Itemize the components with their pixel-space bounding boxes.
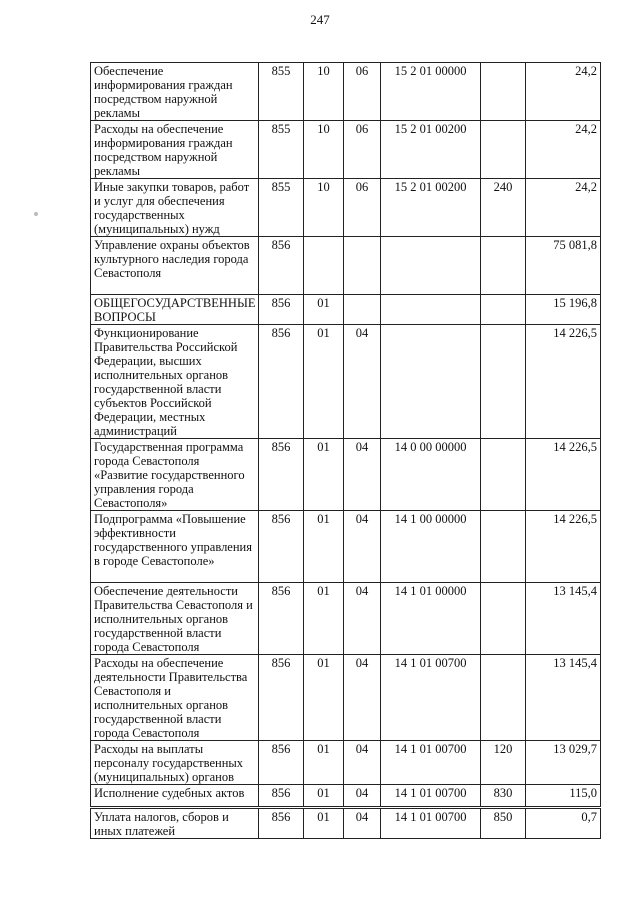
row-vr bbox=[481, 511, 526, 583]
row-csr: 14 1 00 00000 bbox=[381, 511, 481, 583]
row-podrazdel bbox=[344, 237, 381, 295]
row-sum: 15 196,8 bbox=[526, 295, 601, 325]
row-vr bbox=[481, 237, 526, 295]
row-csr: 15 2 01 00200 bbox=[381, 179, 481, 237]
row-podrazdel: 04 bbox=[344, 785, 381, 808]
row-podrazdel: 04 bbox=[344, 439, 381, 511]
row-razdel: 01 bbox=[304, 439, 344, 511]
row-vr bbox=[481, 295, 526, 325]
row-sum: 13 029,7 bbox=[526, 741, 601, 785]
row-vr bbox=[481, 121, 526, 179]
table-row bbox=[91, 179, 601, 237]
budget-table bbox=[90, 62, 601, 839]
row-name: ОБЩЕГОСУДАРСТВЕННЫЕ ВОПРОСЫ bbox=[91, 295, 259, 325]
row-razdel: 10 bbox=[304, 63, 344, 121]
row-csr: 14 1 01 00000 bbox=[381, 583, 481, 655]
table-row bbox=[91, 655, 601, 741]
row-ved: 856 bbox=[259, 325, 304, 439]
row-sum: 24,2 bbox=[526, 179, 601, 237]
row-sum: 14 226,5 bbox=[526, 325, 601, 439]
row-sum: 24,2 bbox=[526, 63, 601, 121]
row-podrazdel: 06 bbox=[344, 179, 381, 237]
row-name: Управление охраны объектов культурного наследия города Севастополя bbox=[91, 237, 259, 295]
row-ved: 855 bbox=[259, 63, 304, 121]
table-row bbox=[91, 785, 601, 808]
row-ved: 856 bbox=[259, 295, 304, 325]
row-ved: 856 bbox=[259, 583, 304, 655]
row-razdel: 01 bbox=[304, 655, 344, 741]
row-sum: 0,7 bbox=[526, 808, 601, 839]
row-vr bbox=[481, 325, 526, 439]
table-row bbox=[91, 295, 601, 325]
row-ved: 856 bbox=[259, 655, 304, 741]
row-sum: 14 226,5 bbox=[526, 511, 601, 583]
row-podrazdel: 04 bbox=[344, 808, 381, 839]
table-row bbox=[91, 121, 601, 179]
row-name: Государственная программа города Севастополя «Развитие государственного управления города Севастополя» bbox=[91, 439, 259, 511]
row-csr: 14 1 01 00700 bbox=[381, 655, 481, 741]
row-razdel: 01 bbox=[304, 295, 344, 325]
row-razdel: 01 bbox=[304, 785, 344, 808]
row-ved: 855 bbox=[259, 179, 304, 237]
table-row bbox=[91, 583, 601, 655]
row-sum: 13 145,4 bbox=[526, 583, 601, 655]
row-vr: 120 bbox=[481, 741, 526, 785]
row-csr: 14 0 00 00000 bbox=[381, 439, 481, 511]
row-podrazdel: 04 bbox=[344, 655, 381, 741]
table-row bbox=[91, 511, 601, 583]
row-razdel: 01 bbox=[304, 741, 344, 785]
row-sum: 115,0 bbox=[526, 785, 601, 808]
row-ved: 855 bbox=[259, 121, 304, 179]
row-razdel: 01 bbox=[304, 583, 344, 655]
row-name: Уплата налогов, сборов и иных платежей bbox=[91, 808, 259, 839]
row-razdel: 10 bbox=[304, 121, 344, 179]
table-row bbox=[91, 325, 601, 439]
table-row bbox=[91, 741, 601, 785]
row-razdel bbox=[304, 237, 344, 295]
row-name: Подпрограмма «Повышение эффективности государственного управления в городе Севастополе» bbox=[91, 511, 259, 583]
row-csr bbox=[381, 237, 481, 295]
row-podrazdel: 04 bbox=[344, 325, 381, 439]
row-vr bbox=[481, 439, 526, 511]
budget-table-body bbox=[91, 63, 601, 839]
row-csr: 15 2 01 00200 bbox=[381, 121, 481, 179]
row-sum: 24,2 bbox=[526, 121, 601, 179]
row-name: Расходы на обеспечение деятельности Правительства Севастополя и исполнительных органов государственной власти города Севастополя bbox=[91, 655, 259, 741]
row-razdel: 10 bbox=[304, 179, 344, 237]
row-name: Исполнение судебных актов bbox=[91, 785, 259, 808]
row-ved: 856 bbox=[259, 741, 304, 785]
row-podrazdel: 06 bbox=[344, 63, 381, 121]
row-csr: 15 2 01 00000 bbox=[381, 63, 481, 121]
row-csr bbox=[381, 325, 481, 439]
row-ved: 856 bbox=[259, 511, 304, 583]
table-row bbox=[91, 63, 601, 121]
row-vr bbox=[481, 655, 526, 741]
row-name: Обеспечение деятельности Правительства Севастополя и исполнительных органов государственной власти города Севастополя bbox=[91, 583, 259, 655]
row-csr: 14 1 01 00700 bbox=[381, 808, 481, 839]
scan-mark bbox=[34, 212, 38, 216]
row-ved: 856 bbox=[259, 785, 304, 808]
row-name: Функционирование Правительства Российской Федерации, высших исполнительных органов государственной власти субъектов Российской Федерации, местных администраций bbox=[91, 325, 259, 439]
row-ved: 856 bbox=[259, 439, 304, 511]
row-csr: 14 1 01 00700 bbox=[381, 741, 481, 785]
table-row bbox=[91, 808, 601, 839]
row-podrazdel: 04 bbox=[344, 741, 381, 785]
row-razdel: 01 bbox=[304, 325, 344, 439]
row-vr: 240 bbox=[481, 179, 526, 237]
row-podrazdel: 04 bbox=[344, 583, 381, 655]
row-podrazdel: 06 bbox=[344, 121, 381, 179]
row-csr: 14 1 01 00700 bbox=[381, 785, 481, 808]
row-name: Обеспечение информирования граждан посредством наружной рекламы bbox=[91, 63, 259, 121]
table-row bbox=[91, 439, 601, 511]
row-vr: 830 bbox=[481, 785, 526, 808]
row-name: Расходы на обеспечение информирования граждан посредством наружной рекламы bbox=[91, 121, 259, 179]
row-sum: 14 226,5 bbox=[526, 439, 601, 511]
row-podrazdel bbox=[344, 295, 381, 325]
row-csr bbox=[381, 295, 481, 325]
row-sum: 13 145,4 bbox=[526, 655, 601, 741]
row-ved: 856 bbox=[259, 237, 304, 295]
row-vr bbox=[481, 583, 526, 655]
row-razdel: 01 bbox=[304, 808, 344, 839]
row-podrazdel: 04 bbox=[344, 511, 381, 583]
row-vr bbox=[481, 63, 526, 121]
row-ved: 856 bbox=[259, 808, 304, 839]
page-number: 247 bbox=[310, 12, 330, 27]
row-name: Иные закупки товаров, работ и услуг для обеспечения государственных (муниципальных) нужд bbox=[91, 179, 259, 237]
row-sum: 75 081,8 bbox=[526, 237, 601, 295]
row-name: Расходы на выплаты персоналу государственных (муниципальных) органов bbox=[91, 741, 259, 785]
table-row bbox=[91, 237, 601, 295]
row-vr: 850 bbox=[481, 808, 526, 839]
row-razdel: 01 bbox=[304, 511, 344, 583]
